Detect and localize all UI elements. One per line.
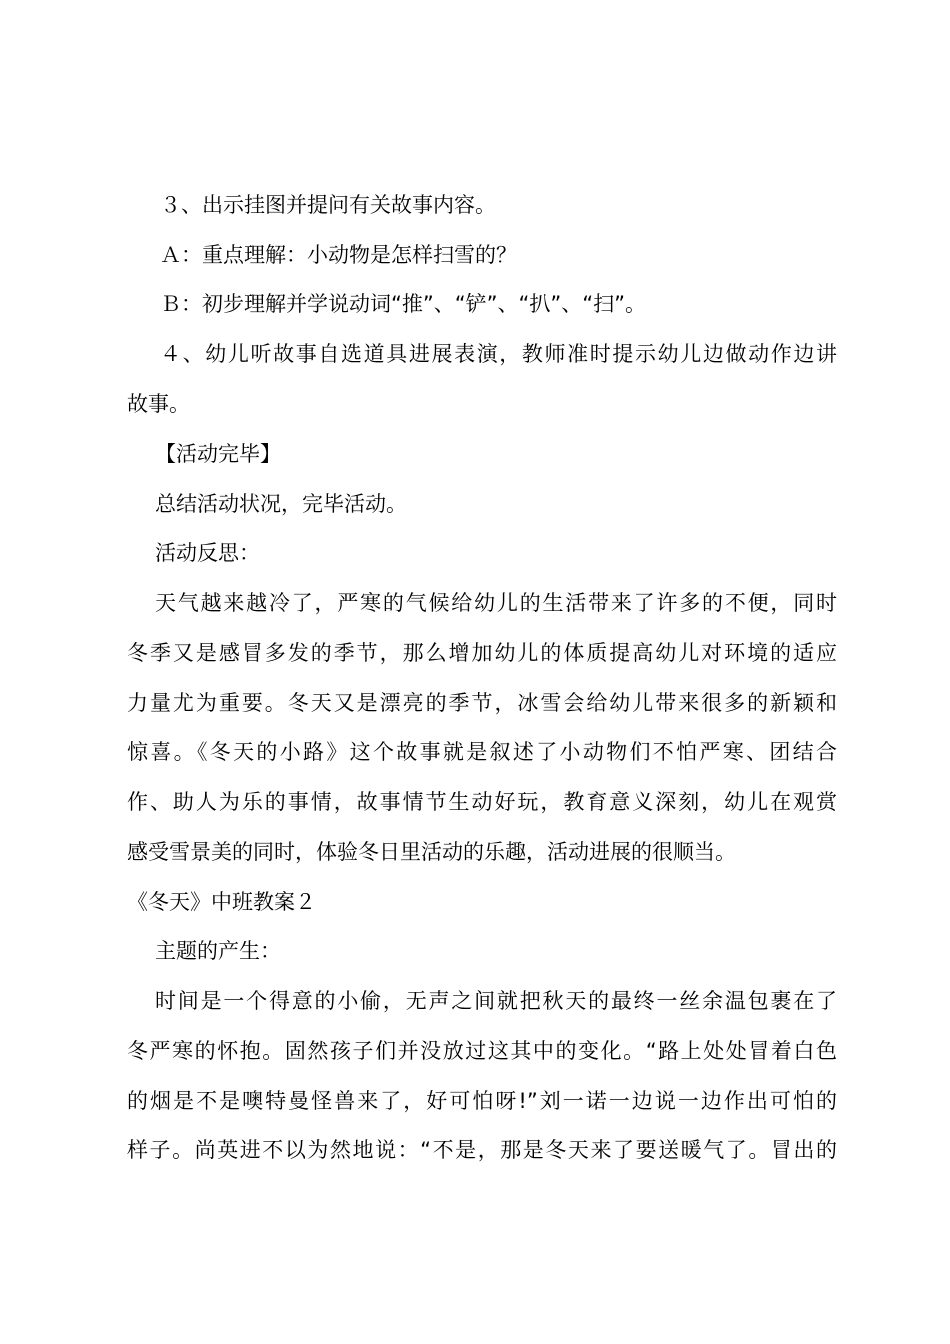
step-4-line: ４、幼儿听故事自选道具进展表演，教师准时提示幼儿边做动作边讲 <box>160 342 837 366</box>
theme-origin-heading: 主题的产生： <box>155 939 281 963</box>
theme-paragraph-line: 冬严寒的怀抱。固然孩子们并没放过这其中的变化。“路上处处冒着白色 <box>127 1039 837 1063</box>
reflection-paragraph-line: 惊喜。《冬天的小路》这个故事就是叙述了小动物们不怕严寒、团结合 <box>127 740 837 764</box>
theme-paragraph-line: 时间是一个得意的小偷，无声之间就把秋天的最终一丝余温包裹在了 <box>155 989 837 1013</box>
summary-line: 总结活动状况，完毕活动。 <box>155 492 407 516</box>
reflection-paragraph-line: 感受雪景美的同时，体验冬日里活动的乐趣，活动进展的很顺当。 <box>127 840 736 864</box>
reflection-paragraph-line: 作、助人为乐的事情，故事情节生动好玩，教育意义深刻，幼儿在观赏 <box>127 790 837 814</box>
step-3-line: ３、出示挂图并提问有关故事内容。 <box>160 193 496 217</box>
section-heading-activity-end: 【活动完毕】 <box>155 442 281 466</box>
reflection-paragraph-line: 力量尤为重要。冬天又是漂亮的季节，冰雪会给幼儿带来很多的新颖和 <box>127 691 837 715</box>
theme-paragraph-line: 样子。尚英进不以为然地说：“不是，那是冬天来了要送暖气了。冒出的 <box>127 1138 837 1162</box>
step-4-continued-line: 故事。 <box>127 392 190 416</box>
theme-paragraph-line: 的烟是不是噢特曼怪兽来了，好可怕呀!”刘一诺一边说一边作出可怕的 <box>127 1089 837 1113</box>
point-b-line: Ｂ：初步理解并学说动词“推”、“铲”、“扒”、“扫”。 <box>160 292 647 316</box>
point-a-line: Ａ：重点理解：小动物是怎样扫雪的？ <box>160 243 517 267</box>
reflection-heading: 活动反思： <box>155 541 260 565</box>
reflection-paragraph-line: 冬季又是感冒多发的季节，那么增加幼儿的体质提高幼儿对环境的适应 <box>127 641 837 665</box>
reflection-paragraph-line: 天气越来越冷了，严寒的气候给幼儿的生活带来了许多的不便，同时 <box>155 591 837 615</box>
lesson-plan-2-title: 《冬天》中班教案２ <box>127 890 316 914</box>
